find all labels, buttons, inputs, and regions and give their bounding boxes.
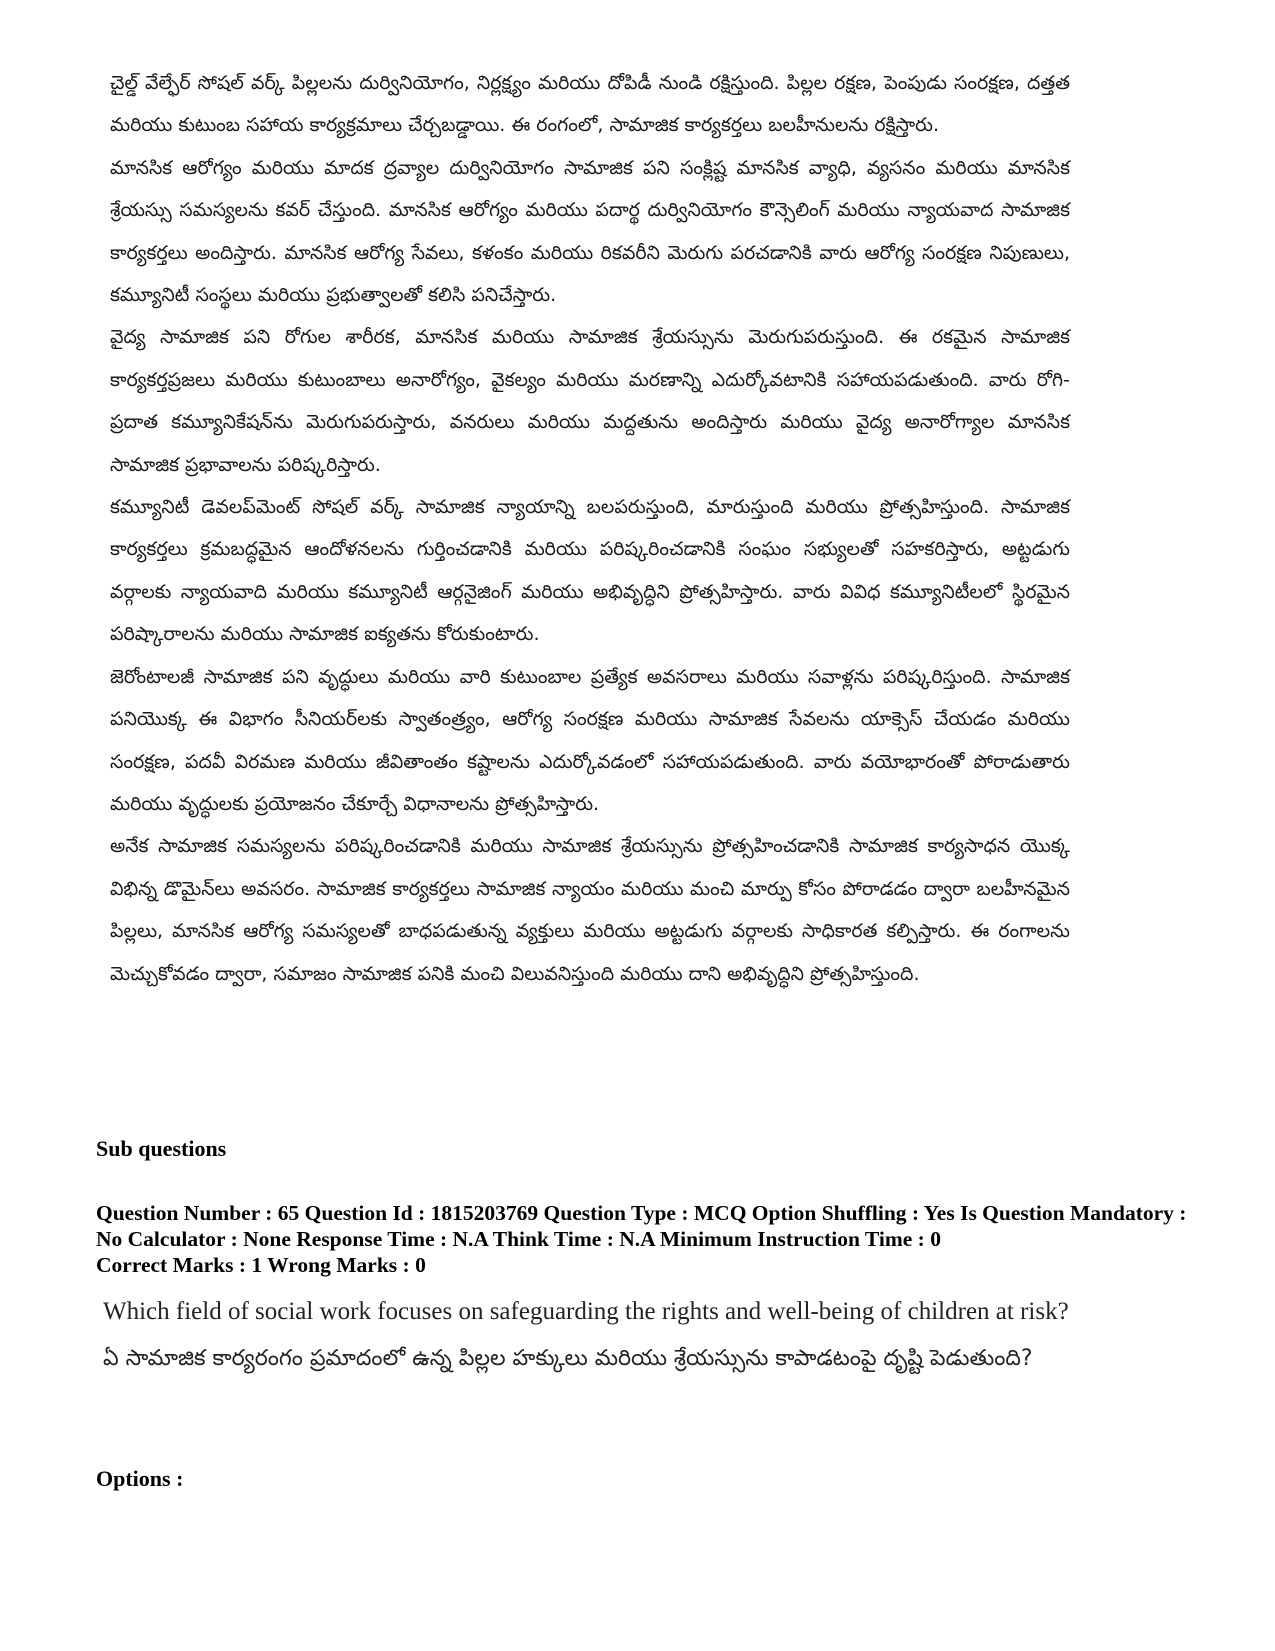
question-text-english: Which field of social work focuses on safeguarding the rights and well-being of children at risk? (103, 1298, 1069, 1325)
passage-paragraph-gerontology: జెరోంటాలజీ సామాజిక పని వృద్ధులు మరియు వారి కుటుంబాల ప్రత్యేక అవసరాలు మరియు సవాళ్లను పరిష్కరిస్తుంది. సామాజిక పనియొక్క ఈ విభాగం సీనియర్‌లకు స్వాతంత్ర్యం, ఆరోగ్య సంరక్షణ మరియు సామాజిక సేవలను యాక్సెస్ చేయడం మరియు సంరక్షణ, పదవీ విరమణ మరియు జీవితాంతం కష్టాలను ఎదుర్కోవడంలో సహాయపడుతుంది. వారు వయోభారంతో పోరాడుతారు మరియు వృద్ధులకు ప్రయోజనం చేకూర్చే విధానాలను ప్రోత్సహిస్తారు. (110, 665, 1070, 815)
question-meta-details: Question Number : 65 Question Id : 1815203769 Question Type : MCQ Option Shuffling : Yes Is Question Mandatory : No Calculator : None Response Time : N.A Think Time : N.A Minimum Instruction Time : 0 (96, 1201, 1187, 1251)
passage-paragraph-community-development: కమ్యూనిటీ డెవలప్‌మెంట్ సోషల్ వర్క్ సామాజిక న్యాయాన్ని బలపరుస్తుంది, మారుస్తుంది మరియు ప్రోత్సహిస్తుంది. సామాజిక కార్యకర్తలు క్రమబద్ధమైన ఆందోళనలను గుర్తించడానికి మరియు పరిష్కరించడానికి సంఘం సభ్యులతో సహకరిస్తారు, అట్టడుగు వర్గాలకు న్యాయవాది మరియు కమ్యూనిటీ ఆర్గనైజింగ్ మరియు అభివృద్ధిని ప్రోత్సహిస్తారు. వారు వివిధ కమ్యూనిటీలలో స్థిరమైన పరిష్కారాలను మరియు సామాజిక ఐక్యతను కోరుకుంటారు. (110, 496, 1070, 646)
question-text-telugu: ఏ సామాజిక కార్యరంగం ప్రమాదంలో ఉన్న పిల్లల హక్కులు మరియు శ్రేయస్సును కాపాడటంపై దృష్టి పెడుతుంది? (103, 1346, 1033, 1371)
passage-paragraph-conclusion: అనేక సామాజిక సమస్యలను పరిష్కరించడానికి మరియు సామాజిక శ్రేయస్సును ప్రోత్సహించడానికి సామాజిక కార్యసాధన యొక్క విభిన్న డొమైన్‌లు అవసరం. సామాజిక కార్యకర్తలు సామాజిక న్యాయం మరియు మంచి మార్పు కోసం పోరాడడం ద్వారా బలహీనమైన పిల్లలు, మానసిక ఆరోగ్య సమస్యలతో బాధపడుతున్న వ్యక్తులు మరియు అట్టడుగు వర్గాలకు సాధికారత కల్పిస్తారు. ఈ రంగాలను మెచ్చుకోవడం ద్వారా, సమాజం సామాజిక పనికి మంచి విలువనిస్తుంది మరియు దాని అభివృద్ధిని ప్రోత్సహిస్తుంది. (110, 835, 1070, 985)
passage-paragraph-medical: వైద్య సామాజిక పని రోగుల శారీరక, మానసిక మరియు సామాజిక శ్రేయస్సును మెరుగుపరుస్తుంది. ఈ రకమైన సామాజిక కార్యకర్తప్రజలు మరియు కుటుంబాలు అనారోగ్యం, వైకల్యం మరియు మరణాన్ని ఎదుర్కోవటానికి సహాయపడుతుంది. వారు రోగి-ప్రదాత కమ్యూనికేషన్‌ను మెరుగుపరుస్తారు, వనరులు మరియు మద్దతును అందిస్తారు మరియు వైద్య అనారోగ్యాల మానసిక సామాజిక ప్రభావాలను పరిష్కరిస్తారు. (110, 326, 1070, 476)
passage-paragraph-mental-health: మానసిక ఆరోగ్యం మరియు మాదక ద్రవ్యాల దుర్వినియోగం సామాజిక పని సంక్లిష్ట మానసిక వ్యాధి, వ్యసనం మరియు మానసిక శ్రేయస్సు సమస్యలను కవర్ చేస్తుంది. మానసిక ఆరోగ్యం మరియు పదార్థ దుర్వినియోగం కౌన్సెలింగ్ మరియు న్యాయవాద సామాజిక కార్యకర్తలు అందిస్తారు. మానసిక ఆరోగ్య సేవలు, కళంకం మరియు రికవరీని మెరుగు పరచడానికి వారు ఆరోగ్య సంరక్షణ నిపుణులు, కమ్యూనిటీ సంస్థలు మరియు ప్రభుత్వాలతో కలిసి పనిచేస్తారు. (110, 156, 1070, 307)
options-heading: Options : (96, 1466, 184, 1491)
question-meta (96, 1200, 1196, 1278)
passage-paragraph-child-welfare: చైల్డ్ వేల్ఫేర్ సోషల్ వర్క్ పిల్లలను దుర్వినియోగం, నిర్లక్ష్యం మరియు దోపిడీ నుండి రక్షిస్తుంది. పిల్లల రక్షణ, పెంపుడు సంరక్షణ, దత్తత మరియు కుటుంబ సహాయ కార్యక్రమాలు చేర్చబడ్డాయి. ఈ రంగంలో, సామాజిక కార్యకర్తలు బలహీనులను రక్షిస్తారు. (110, 72, 1070, 137)
question-text (103, 1298, 1103, 1384)
telugu-passage (110, 62, 1070, 995)
question-marks: Correct Marks : 1 Wrong Marks : 0 (96, 1253, 426, 1277)
sub-questions-heading: Sub questions (96, 1136, 227, 1161)
